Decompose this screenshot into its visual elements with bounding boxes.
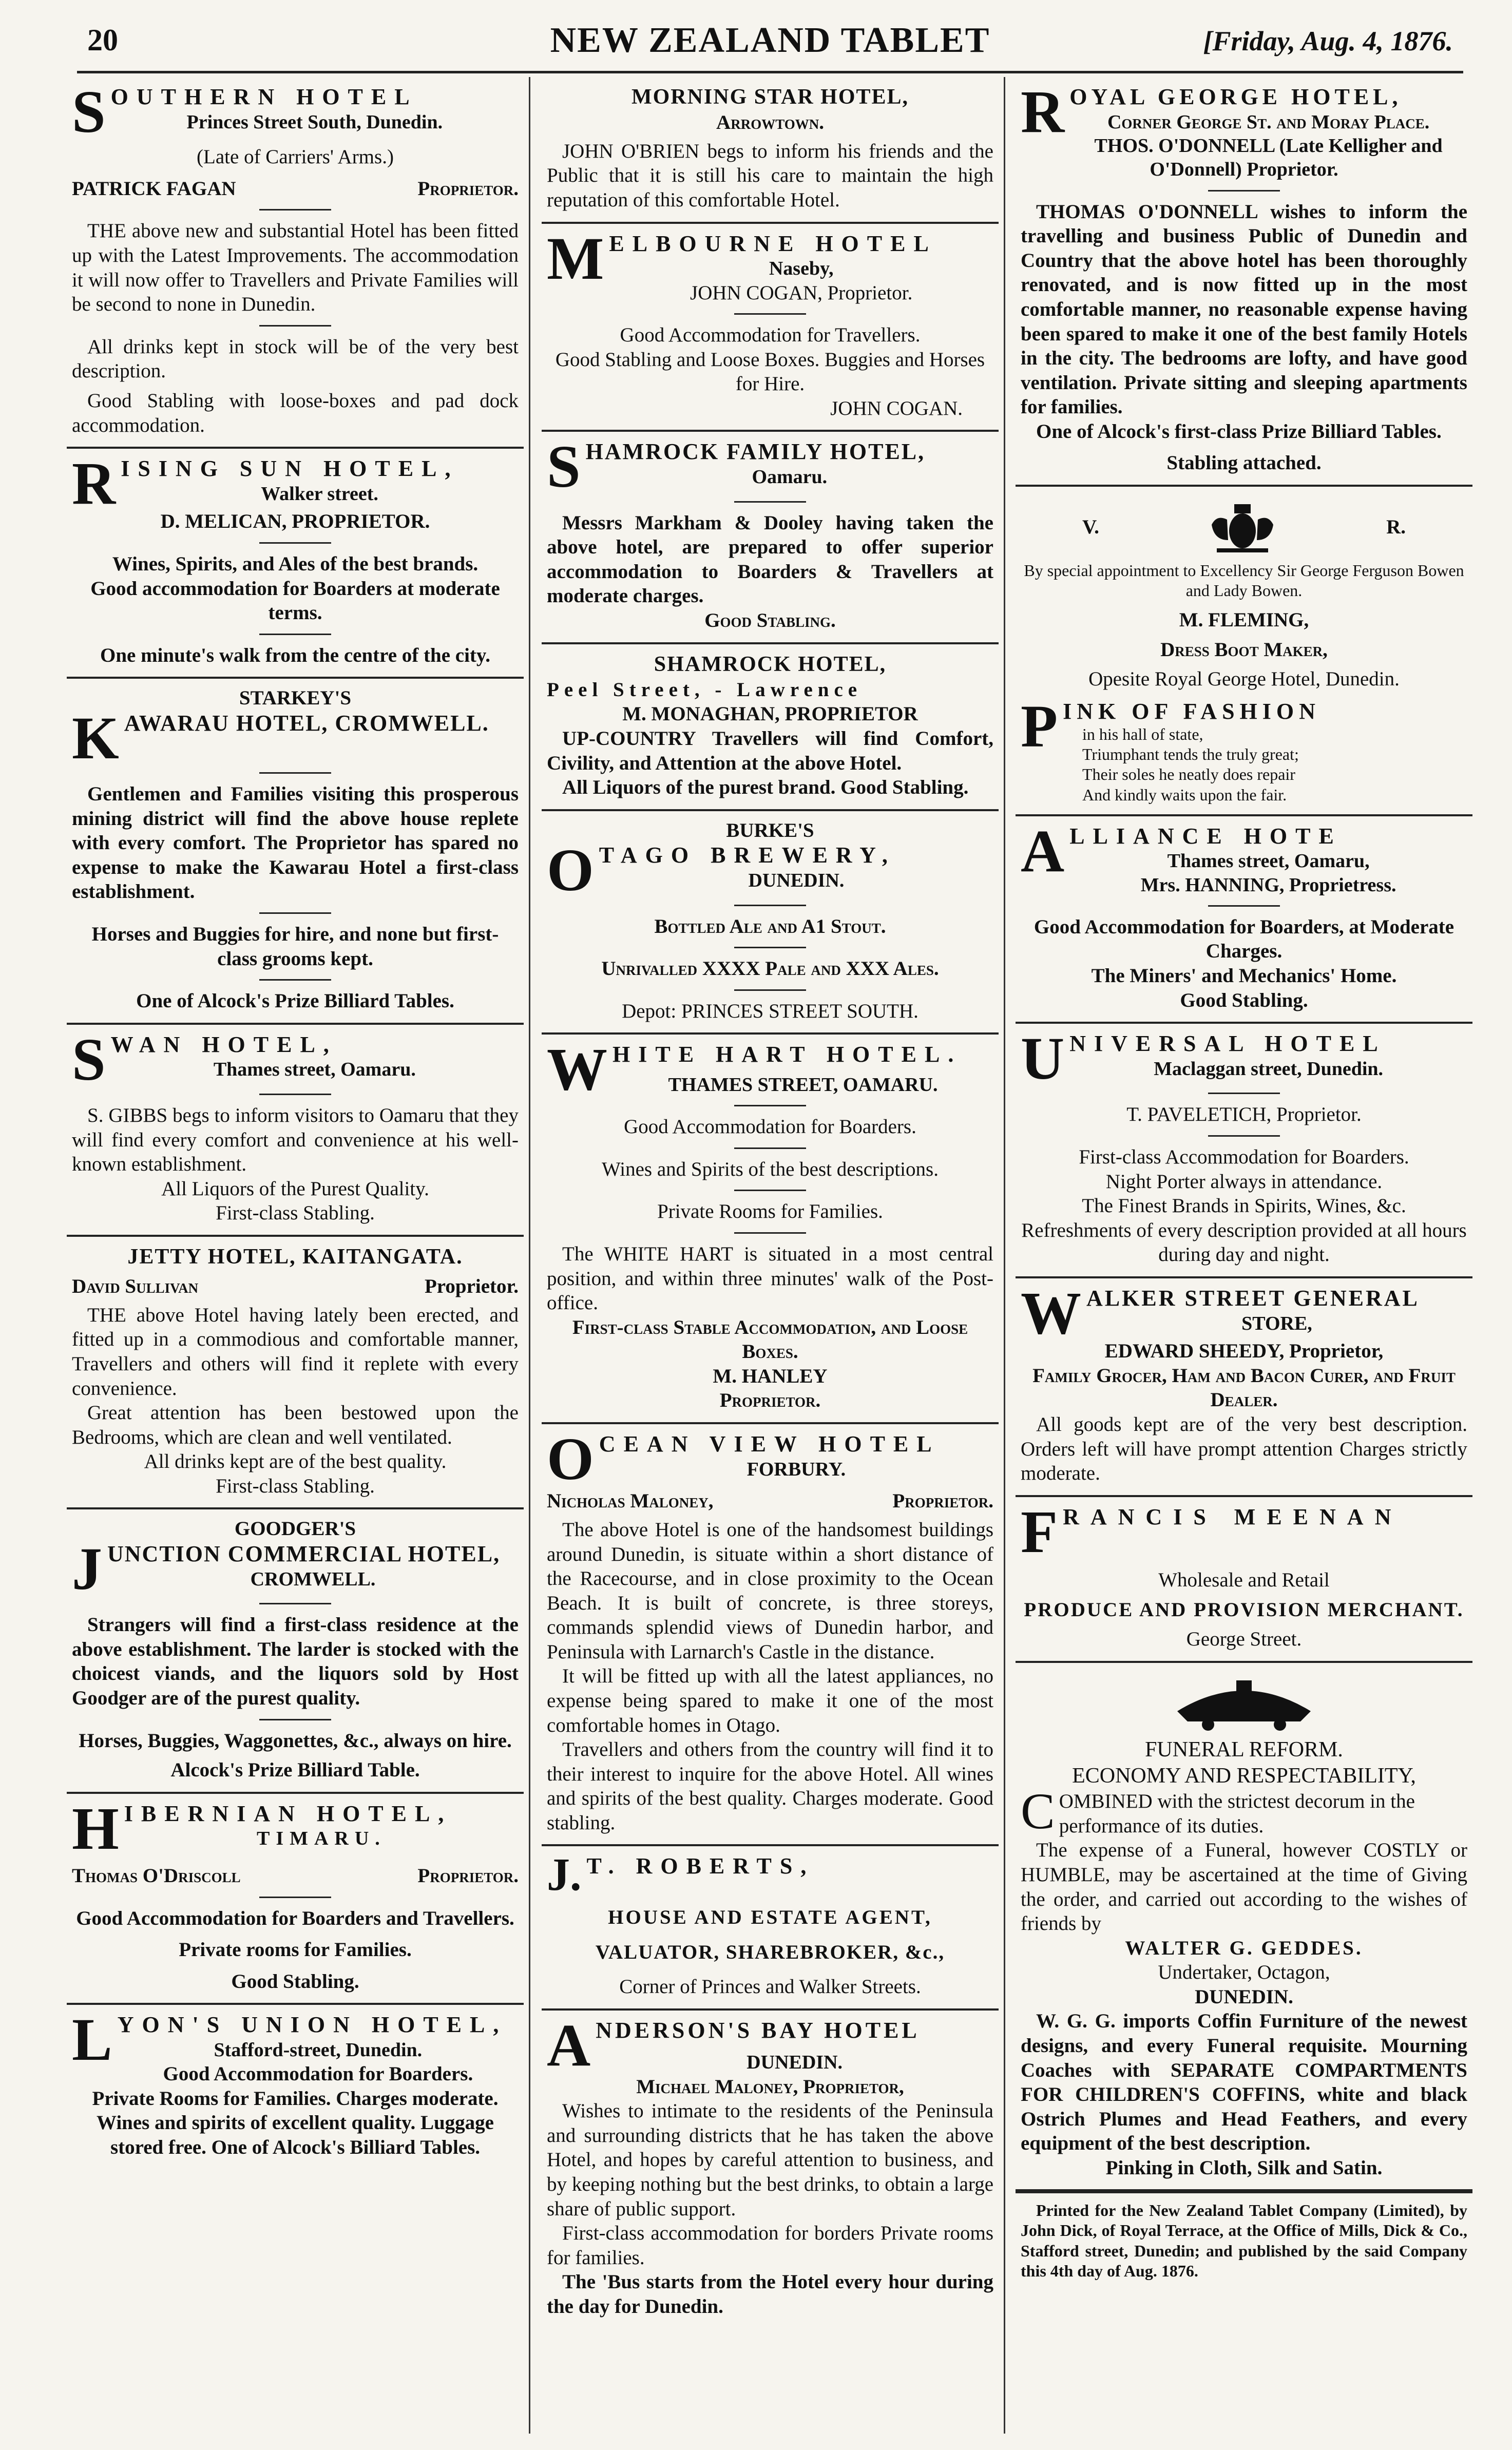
ad-line: Good Accommodation for Boarders and Travellers. [76, 1907, 514, 1929]
ad-body: Great attention has been bestowed upon the Bedrooms, which are clean and well ventilated. [72, 1402, 519, 1448]
ad-proprietor: T. PAVELETICH, Proprietor. [1126, 1103, 1362, 1126]
column-2 [542, 77, 999, 2434]
ad-body: It will be fitted up with all the latest appliances, no expense being spared to make it one of the most comfortable homes in Otago. [547, 1665, 993, 1736]
ad-andersons-bay-hotel [542, 2011, 999, 2328]
ad-line: Good Stabling. [231, 1970, 359, 1993]
ad-line: All Liquors of the Purest Quality. [161, 1177, 429, 1200]
page-number: 20 [87, 23, 118, 57]
ad-heading: RISING SUN HOTEL, [72, 450, 459, 518]
ad-heading: OTAGO BREWERY, [547, 836, 896, 904]
ad-line: Good Stabling. [704, 609, 836, 631]
ad-proprietor: M. HANLEY [713, 1365, 828, 1387]
ad-francis-meenan [1016, 1497, 1472, 1663]
ad-line: Pinking in Cloth, Silk and Satin. [1105, 2156, 1383, 2179]
ad-verse: Triumphant tends the truly great; [1082, 745, 1299, 764]
ad-line: Good Accommodation for Boarders. [163, 2063, 473, 2085]
ad-proprietor: Nicholas Maloney, Proprietor. [547, 1490, 993, 1513]
royal-coat-of-arms-icon [1196, 499, 1289, 556]
ad-address: Oamaru. [752, 466, 828, 488]
ad-address: Maclaggan street, Dunedin. [1154, 1058, 1384, 1080]
ad-body: The WHITE HART is situated in a most central position, and within three minutes' walk of the Post-office. [547, 1243, 993, 1314]
ad-proprietor: JOHN COGAN, Proprietor. [690, 281, 913, 304]
ad-pretitle: BURKE'S [726, 819, 814, 841]
ad-line: First-class Stabling. [216, 1475, 375, 1497]
ad-line: Good Stabling. [1180, 989, 1308, 1011]
ad-address: Opesite Royal George Hotel, Dunedin. [1088, 668, 1400, 691]
ad-morning-star-hotel [542, 77, 999, 224]
ad-line: Corner of Princes and Walker Streets. [619, 1976, 921, 1998]
ad-line: HOUSE AND ESTATE AGENT, [608, 1906, 932, 1928]
ad-subheading: STORE, [1241, 1312, 1312, 1334]
ad-appointment: By special appointment to Excellency Sir George Ferguson Bowen and Lady Bowen. [1024, 561, 1464, 600]
ad-line: All drinks kept are of the best quality. [144, 1450, 447, 1473]
ad-body: One of Alcock's first-class Prize Billiard Tables. [1036, 420, 1442, 443]
warrant-letter: R. [1386, 516, 1406, 539]
ad-heading: SHAMROCK FAMILY HOTEL, [547, 433, 926, 501]
column-1 [67, 77, 524, 2434]
ad-body: S. GIBBS begs to inform visitors to Oamaru that they will find every comfort and convenience at his well-known establishment. [72, 1104, 519, 1176]
ad-heading: MORNING STAR HOTEL, [631, 85, 909, 109]
ad-body: All drinks kept in stock will be of the very best description. [72, 335, 519, 382]
ad-ocean-view-hotel [542, 1424, 999, 1846]
royal-warrant [1021, 494, 1467, 561]
ad-line: Private Rooms for Families. Charges moderate. Wines and spirits of excellent quality. Luggage stored free. One of Alcock's Billiard Tables. [92, 2087, 499, 2159]
ad-otago-brewery [542, 811, 999, 1035]
ad-body: All Liquors of the purest brand. Good Stabling. [562, 776, 969, 799]
ad-line: Wholesale and Retail [1158, 1569, 1330, 1591]
ad-line: First-class Accommodation for Boarders. [1079, 1146, 1409, 1169]
masthead [77, 11, 1463, 68]
ad-proprietor: D. MELICAN, PROPRIETOR. [160, 510, 430, 533]
ad-line: Good Accommodation for Travellers. [620, 324, 921, 347]
ad-proprietor: Thomas O'Driscoll Proprietor. [72, 1865, 519, 1887]
ad-address: Thames street, Oamaru, [1167, 850, 1370, 872]
ad-subheading: DUNEDIN. [747, 2052, 843, 2074]
ad-heading: HIBERNIAN HOTEL, [72, 1794, 452, 1862]
ad-subheading: FORBURY. [747, 1458, 846, 1480]
ad-role: Undertaker, Octagon, [1158, 1961, 1330, 1984]
ad-body: Travellers and others from the country will find it to their interest to inquire for the above Hotel. All wines and spirits of the best quality. Charges moderate. Good stabling. [547, 1738, 993, 1834]
ad-line: The Miners' and Mechanics' Home. [1091, 965, 1397, 987]
ad-verse: Their soles he neatly does repair [1082, 765, 1295, 784]
ad-line: Night Porter always in attendance. [1105, 1170, 1383, 1193]
newspaper-title: NEW ZEALAND TABLET [550, 21, 990, 60]
ad-body: Gentlemen and Families visiting this prosperous mining district will find the above house replete with every comfort. The Proprietor has spared no expense to make the Kawarau Hotel a first-class establishment. [72, 783, 519, 903]
ad-heading: KAWARAU HOTEL, CROMWELL. [72, 704, 489, 772]
ad-heading: SOUTHERN HOTEL [72, 78, 418, 145]
ad-line: Bottled Ale and A1 Stout. [654, 915, 886, 937]
ad-city: DUNEDIN. [1195, 1985, 1293, 2008]
ad-proprietor: WALTER G. GEDDES. [1125, 1937, 1363, 1959]
ad-heading: SWAN HOTEL, [72, 1025, 337, 1093]
ad-line: Good Accommodation for Boarders, at Moderate Charges. [1033, 915, 1454, 963]
ad-royal-george-hotel [1016, 77, 1472, 487]
ad-note: (Late of Carriers' Arms.) [197, 146, 394, 168]
ad-j-t-roberts [542, 1846, 999, 2010]
ad-body: First-class accommodation for borders Private rooms for families. [547, 2222, 993, 2269]
ad-line: Good Stabling and Loose Boxes. Buggies and Horses for Hire. [555, 348, 985, 395]
ad-address: THAMES STREET, OAMARU. [668, 1074, 938, 1096]
ad-line: Good Accommodation for Boarders. [624, 1116, 916, 1138]
ad-body: W. G. G. imports Coffin Furniture of the newest designs, and every Funeral requisite. Mourning Coaches with SEPARATE COMPARTMENTS FOR CHILDREN'S COFFINS, white and black Ostrich Plumes and Head Feathers, and every equipment of the best description. [1021, 2010, 1467, 2155]
ad-proprietor: Mrs. HANNING, Proprietress. [1140, 874, 1396, 896]
hearse-emblem-icon [1167, 1675, 1321, 1732]
ad-proprietor: M. FLEMING, [1179, 609, 1309, 631]
ad-proprietor: PATRICK FAGAN Proprietor. [72, 177, 519, 200]
ad-funeral-reform [1016, 1663, 1472, 2192]
ad-trade: Family Grocer, Ham and Bacon Curer, and Fruit Dealer. [1032, 1364, 1456, 1411]
ad-address: Corner George St. and Moray Place. [1107, 111, 1430, 133]
ad-line: Horses, Buggies, Waggonettes, &c., always on hire. [79, 1729, 512, 1752]
ad-shamrock-hotel [542, 644, 999, 811]
ad-line: The Finest Brands in Spirits, Wines, &c. [1082, 1195, 1406, 1217]
ad-proprietor: David Sullivan Proprietor. [72, 1275, 519, 1298]
ad-body: Messrs Markham & Dooley having taken the above hotel, are prepared to offer superior accommodation to Boarders & Travellers at moderate charges. [547, 511, 993, 607]
ad-goodgers-junction-hotel [67, 1509, 524, 1793]
ad-body: THE above new and substantial Hotel has been fitted up with the Latest Improvements. The accommodation it will now offer to Travellers and Private Families will be second to none in Dunedin. [72, 220, 519, 316]
ad-m-fleming-bootmaker [1016, 487, 1472, 816]
ad-proprietor-label: Proprietor. [719, 1389, 821, 1412]
ad-body: Good Stabling with loose-boxes and pad dock accommodation. [72, 389, 519, 436]
ad-heading: WHITE HART HOTEL. [547, 1036, 962, 1103]
ad-opening: COMBINED with the strictest decorum in the performance of its duties. [1021, 1783, 1415, 1840]
ad-heading: OCEAN VIEW HOTEL [547, 1425, 940, 1493]
ad-heading: MELBOURNE HOTEL [547, 224, 937, 292]
ad-line: Private rooms for Families. [179, 1939, 412, 1961]
ad-subheading: DUNEDIN. [748, 869, 845, 891]
ad-melbourne-hotel [542, 224, 999, 432]
ad-trade: Dress Boot Maker, [1160, 638, 1328, 661]
ad-hibernian-hotel [67, 1794, 524, 2005]
ad-white-hart-hotel [542, 1035, 999, 1424]
ad-body: UP-COUNTRY Travellers will find Comfort, Civility, and Attention at the above Hotel. [547, 727, 993, 774]
ad-line: First-class Stabling. [216, 1202, 375, 1224]
ad-line: Private Rooms for Families. [657, 1200, 883, 1223]
ad-address: Naseby, [769, 258, 834, 280]
ad-heading: JUNCTION COMMERCIAL HOTEL, [72, 1535, 501, 1602]
ad-address: Thames street, Oamaru. [213, 1059, 416, 1081]
ad-address: Arrowtown. [716, 111, 824, 134]
ad-heading: UNIVERSAL HOTEL [1021, 1025, 1386, 1093]
ad-line: Refreshments of every description provided at all hours during day and night. [1021, 1219, 1467, 1266]
column-divider [1004, 77, 1005, 2434]
ad-line: One of Alcock's Prize Billiard Tables. [136, 990, 454, 1012]
ad-verse: And kindly waits upon the fair. [1082, 785, 1287, 804]
ad-line: PRODUCE AND PROVISION MERCHANT. [1024, 1598, 1464, 1621]
ad-alliance-hotel [1016, 816, 1472, 1024]
ad-universal-hotel [1016, 1024, 1472, 1278]
ad-kawarau-hotel [67, 679, 524, 1025]
ad-body: The expense of a Funeral, however COSTLY or HUMBLE, may be ascertained at the time of Giving the order, and carried out according to the wishes of friends by [1021, 1839, 1467, 1935]
ad-address: Princes Street South, Dunedin. [186, 111, 443, 133]
ad-line: VALUATOR, SHAREBROKER, &c., [595, 1941, 945, 1963]
ad-shamrock-family-hotel [542, 432, 999, 644]
ad-line: First-class Stable Accommodation, and Loose Boxes. [572, 1316, 968, 1363]
ad-body: JOHN O'BRIEN begs to inform his friends and the Public that it is still his care to maintain the high reputation of this comfortable Hotel. [547, 140, 993, 211]
ad-walker-street-store [1016, 1278, 1472, 1497]
ad-signature: JOHN COGAN. [830, 397, 963, 419]
ad-body: The 'Bus starts from the Hotel every hour during the day for Dunedin. [547, 2271, 993, 2318]
ad-heading: FRANCIS MEENAN [1021, 1498, 1403, 1565]
column-divider [529, 77, 530, 2434]
ad-line: Good accommodation for Boarders at moderate terms. [90, 577, 500, 624]
ad-line: One minute's walk from the centre of the city. [100, 644, 491, 666]
ad-subheading: TIMARU. [256, 1828, 386, 1850]
ad-line: Wines, Spirits, and Ales of the best brands. [112, 552, 479, 575]
ad-heading: JETTY HOTEL, KAITANGATA. [127, 1245, 463, 1269]
ad-line: Horses and Buggies for hire, and none but first-class grooms kept. [91, 923, 499, 970]
ad-address: Peel Street, - Lawrence [547, 678, 863, 701]
masthead-rule [77, 71, 1463, 73]
ad-heading: ECONOMY AND RESPECTABILITY, [1072, 1764, 1416, 1788]
ad-swan-hotel [67, 1025, 524, 1237]
ad-subheading: CROMWELL. [250, 1568, 376, 1590]
ad-line: Alcock's Prize Billiard Table. [170, 1759, 420, 1782]
column-3 [1016, 77, 1472, 2434]
imprint-text: Printed for the New Zealand Tablet Company (Limited), by John Dick, of Royal Terrace, at the Office of Mills, Dick & Co., Stafford street, Dunedin; and published by the said Company this 4th day of Aug. 1876. [1021, 2201, 1467, 2280]
ad-heading: SHAMROCK HOTEL, [654, 652, 887, 676]
ad-body: The above Hotel is one of the handsomest buildings around Dunedin, is situate within a short distance of the Racecourse, and in close proximity to the Ocean Beach. It is built of concrete, is three storeys, commands splendid views of Dunedin harbor, and Peninsula with Larnarch's Castle in the distance. [547, 1518, 993, 1663]
ad-heading: ALLIANCE HOTE [1021, 817, 1342, 885]
issue-date: [Friday, Aug. 4, 1876. [1203, 26, 1453, 56]
ad-line: Unrivalled XXXX Pale and XXX Ales. [601, 958, 939, 980]
ad-line: George Street. [1186, 1628, 1302, 1651]
ad-verse: in his hall of state, [1082, 725, 1203, 744]
ad-proprietor: EDWARD SHEEDY, Proprietor, [1104, 1340, 1384, 1363]
ad-body: All goods kept are of the very best description. Orders left will have prompt attention Charges strictly moderate. [1021, 1413, 1467, 1485]
ad-line: Wines and Spirits of the best descriptions. [602, 1158, 939, 1180]
ad-heading: ROYAL GEORGE HOTEL, [1021, 78, 1402, 145]
ad-pretitle: STARKEY'S [239, 687, 352, 710]
ad-lyons-union-hotel [67, 2005, 524, 2169]
ad-heading: LYON'S UNION HOTEL, [72, 2006, 507, 2074]
ad-heading: FUNERAL REFORM. [1145, 1737, 1343, 1762]
ad-proprietor: Michael Maloney, Proprietor, [636, 2075, 904, 2098]
ad-body: Strangers will find a first-class residence at the above establishment. The larder is stocked with the choicest viands, and the liquors sold by Host Goodger are of the purest quality. [72, 1614, 519, 1709]
printers-imprint [1016, 2191, 1472, 2290]
ad-proprietor: M. MONAGHAN, PROPRIETOR [622, 703, 918, 725]
ad-body: Wishes to intimate to the residents of the Peninsula and surrounding districts that he has taken the above Hotel, and hopes by careful attention to business, and by keeping nothing but the best drinks, to obtain a large share of public support. [547, 2100, 993, 2220]
ad-rising-sun-hotel [67, 449, 524, 679]
ad-heading: ANDERSON'S BAY HOTEL [547, 2011, 920, 2079]
ad-jetty-hotel [67, 1237, 524, 1509]
ad-address: Walker street. [261, 483, 378, 505]
warrant-letter: V. [1082, 516, 1099, 539]
ad-heading: PINK OF FASHION [1021, 692, 1320, 760]
ad-heading: J. T. ROBERTS, [547, 1849, 815, 1901]
ad-proprietor: THOS. O'DONNELL (Late Kelligher and O'Donnell) Proprietor. [1094, 135, 1443, 181]
ad-body: THOMAS O'DONNELL wishes to inform the travelling and business Public of Dunedin and Country that the above hotel has been thoroughly renovated, and is now fitted up in the most comfortable manner, no reasonable expense having been spared to make it one of the best family Hotels in the city. The bedrooms are lofty, and have good ventilation. Private sitting and sleeping apartments for families. [1021, 200, 1467, 418]
ad-pretitle: GOODGER'S [234, 1518, 356, 1540]
ad-heading: WALKER STREET GENERAL [1021, 1279, 1420, 1347]
ad-line: Depot: PRINCES STREET SOUTH. [622, 1000, 918, 1022]
ad-address: Stafford-street, Dunedin. [214, 2039, 423, 2061]
ad-southern-hotel [67, 77, 524, 449]
ad-body: THE above Hotel having lately been erected, and fitted up in a commodious and comfortable manner, Travellers and others will find it replete with every convenience. [72, 1304, 519, 1400]
ad-line: Stabling attached. [1166, 452, 1322, 474]
